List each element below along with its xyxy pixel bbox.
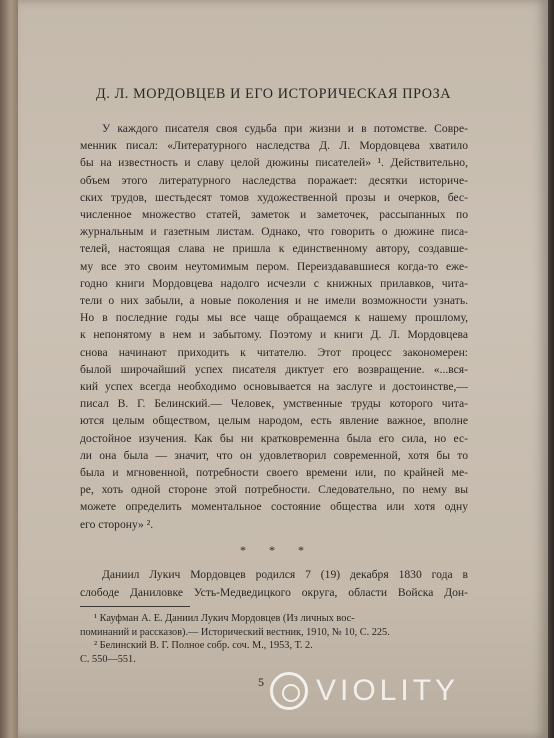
footnote-line: поминаний и рассказов).— Исторический вестник, 1910, № 10, С. 225. — [80, 626, 390, 638]
text-line: му все это своим неутомимым пером. Переиздававшиеся когда-то еже- — [80, 259, 468, 273]
page-number: 5 — [258, 675, 264, 689]
footnote-line: С. 550—551. — [80, 653, 136, 665]
text-line: Но в последние годы мы все чаще обращаемся к нашему прошлому, — [80, 311, 468, 325]
text-line: ются целым обществом, целым народом, есть явление важное, вполне — [80, 414, 468, 428]
text-line: У каждого писателя своя судьба при жизни и в потомстве. Совре- — [102, 122, 468, 135]
body-paragraph — [80, 120, 468, 533]
page-edge-shadow — [548, 0, 554, 738]
watermark — [270, 666, 459, 716]
chapter-title: Д. Л. МОРДОВЦЕВ И ЕГО ИСТОРИЧЕСКАЯ ПРОЗА — [96, 86, 452, 102]
text-line: Даниил Лукич Мордовцев родился 7 (19) декабря 1830 года в — [102, 568, 468, 581]
text-line: достойное изучения. Как бы ни кратковременна была его сила, но ес- — [80, 431, 468, 445]
text-line: можете определить моментальное состояние общества или хотя одну — [80, 500, 468, 514]
text-line: объем этого литературного наследства поражает: десятки историче- — [80, 173, 468, 187]
text-line: журнальным и газетным листам. Однако, что говорить о дюжине писа- — [80, 225, 468, 239]
text-line: годно книги Мордовцева надолго исчезли с книжных прилавков, чита- — [80, 276, 468, 290]
footnotes — [80, 612, 470, 666]
text-line: телей, настоящая слава не пришла к единственному автору, создавше- — [80, 242, 468, 256]
text-line: тели о них забыли, а новые поколения и не имели возможности узнать. — [80, 294, 468, 308]
text-line: писал В. Г. Белинский.— Человек, умственные труды которого чита- — [80, 397, 468, 411]
text-line: слободе Даниловке Усть-Медведицкого округа, области Войска Дон- — [80, 585, 468, 599]
violity-logo-icon — [270, 672, 308, 710]
text-line: былой широчайший успех писателя диктует его возвращение. «...вся- — [80, 362, 468, 376]
text-line: бы на известность и славу целой дюжины писателей» ¹. Действительно, — [80, 156, 468, 170]
bio-paragraph — [80, 566, 468, 601]
text-line: численное множество статей, заметок и заметочек, рассыпанных по — [80, 208, 468, 222]
text-line: его сторону» ². — [80, 517, 154, 531]
text-line: ре, хоть одной стороне этой потребности. Следовательно, по нему вы — [80, 483, 468, 497]
book-spine-edge — [0, 0, 18, 738]
text-line: ли она была — значит, что он удовлетворил современной, хотя бы то — [80, 448, 468, 462]
watermark-text: VIOLITY — [316, 674, 460, 707]
text-line: к непонятому в нем и забытому. Поэтому и книги Д. Л. Мордовцева — [80, 328, 468, 342]
footnote-line: ² Белинский В. Г. Полное собр. соч. М., 1953, Т. 2. — [94, 640, 313, 652]
text-line: снова начинают приходить к читателю. Этот процесс закономерен: — [80, 345, 468, 359]
text-line: менник писал: «Литературного наследства Д. Л. Мордовцева хватило — [80, 139, 468, 153]
footnote-rule — [80, 606, 190, 607]
text-line: ских трудов, шестьдесят томов художественной прозы и очерков, бес- — [80, 190, 468, 204]
text-line: была и мгновенной, потребности своего времени или, по крайней ме- — [80, 466, 468, 480]
footnote-line: ¹ Кауфман А. Е. Даниил Лукич Мордовцев (Из личных вос- — [94, 613, 355, 624]
section-separator: * * * — [240, 543, 314, 557]
text-line: кий успех всегда необходимо основывается на заслуге и достоинстве,— — [80, 380, 468, 394]
